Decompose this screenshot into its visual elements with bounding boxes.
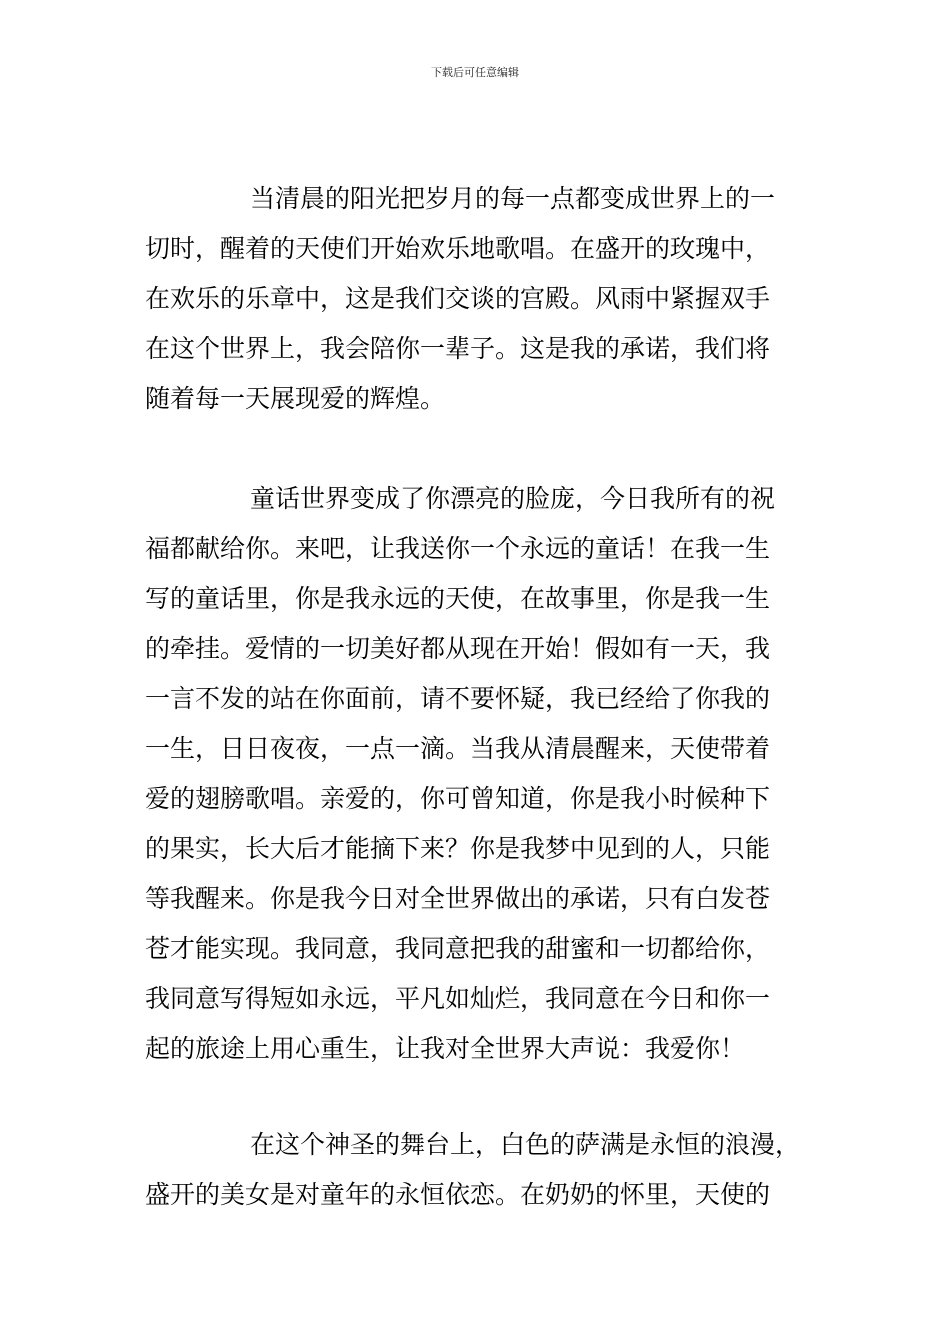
paragraph-line: 的牵挂。爱情的一切美好都从现在开始！假如有一天，我: [145, 634, 771, 663]
paragraph-line: 我同意写得短如永远，平凡如灿烂，我同意在今日和你一: [145, 984, 771, 1013]
paragraph-line: 随着每一天展现爱的辉煌。: [145, 384, 446, 413]
paragraph-line: 童话世界变成了你漂亮的脸庞，今日我所有的祝: [250, 484, 776, 513]
paragraph-line: 在这个世界上，我会陪你一辈子。这是我的承诺，我们将: [145, 334, 771, 363]
paragraph-line: 的果实，长大后才能摘下来？你是我梦中见到的人，只能: [145, 834, 771, 863]
paragraph-line: 等我醒来。你是我今日对全世界做出的承诺，只有白发苍: [145, 884, 771, 913]
paragraph-line: 一生，日日夜夜，一点一滴。当我从清晨醒来，天使带着: [145, 734, 771, 763]
paragraph-2: [145, 474, 810, 1074]
paragraph-line: 盛开的美女是对童年的永恒依恋。在奶奶的怀里，天使的: [145, 1180, 771, 1209]
paragraph-line: 爱的翅膀歌唱。亲爱的，你可曾知道，你是我小时候种下: [145, 784, 771, 813]
paragraph-line: 在欢乐的乐章中，这是我们交谈的宫殿。风雨中紧握双手: [145, 284, 771, 313]
paragraph-1: [145, 174, 810, 424]
paragraph-line: 在这个神圣的舞台上，白色的萨满是永恒的浪漫，: [250, 1130, 801, 1159]
paragraph-line: 写的童话里，你是我永远的天使，在故事里，你是我一生: [145, 584, 771, 613]
paragraph-line: 起的旅途上用心重生，让我对全世界大声说：我爱你！: [145, 1034, 746, 1063]
paragraph-line: 苍才能实现。我同意，我同意把我的甜蜜和一切都给你，: [145, 934, 771, 963]
paragraph-line: 切时，醒着的天使们开始欢乐地歌唱。在盛开的玫瑰中，: [145, 234, 771, 263]
paragraph-line: 福都献给你。来吧，让我送你一个永远的童话！在我一生: [145, 534, 771, 563]
paragraph-line: 当清晨的阳光把岁月的每一点都变成世界上的一: [250, 184, 776, 213]
paragraph-line: 一言不发的站在你面前，请不要怀疑，我已经给了你我的: [145, 684, 771, 713]
paragraph-3: [145, 1120, 810, 1220]
page-header: 下载后可任意编辑: [431, 66, 519, 79]
